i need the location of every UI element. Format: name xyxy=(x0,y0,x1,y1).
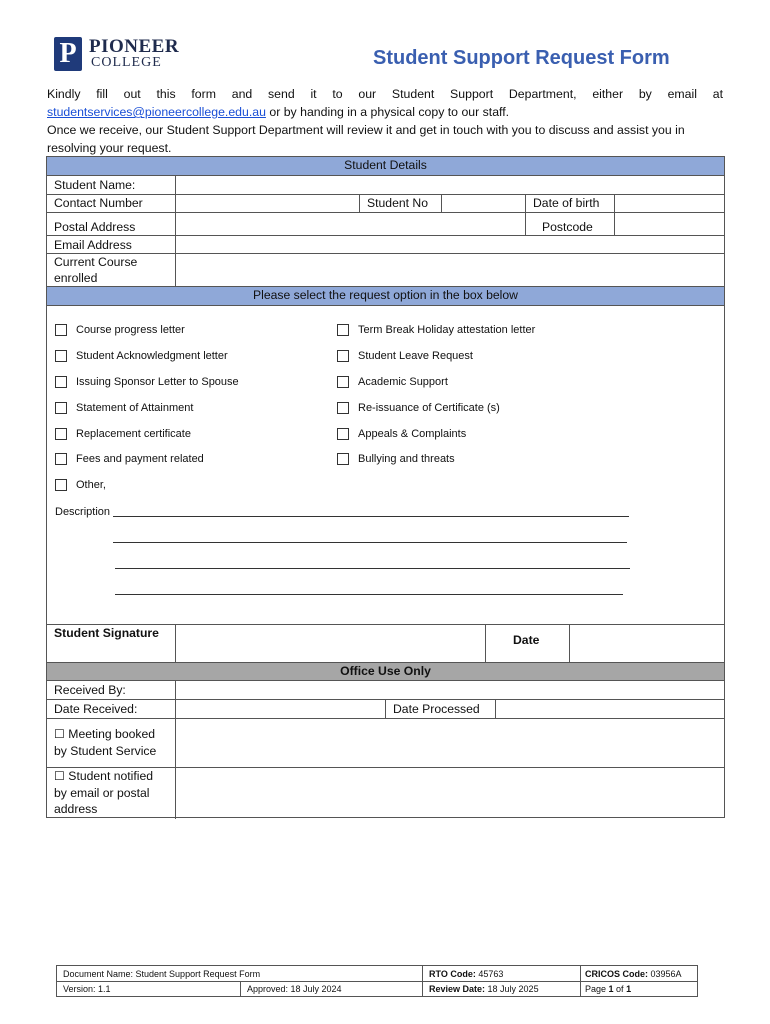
option-sponsor-letter[interactable] xyxy=(55,376,239,388)
option-label: Course progress letter xyxy=(76,324,185,336)
request-options-header: Please select the request option in the box below xyxy=(47,286,724,306)
footer-version: Version: 1.1 xyxy=(63,984,111,994)
option-fees-payment[interactable] xyxy=(55,453,204,465)
dob-label: Date of birth xyxy=(533,196,600,210)
description-line-3[interactable] xyxy=(115,568,630,569)
document-footer xyxy=(56,965,698,997)
signature-date-label: Date xyxy=(513,633,540,647)
intro-line-4: resolving your request. xyxy=(47,141,172,155)
option-replacement-certificate[interactable] xyxy=(55,428,191,440)
current-course-field[interactable] xyxy=(176,254,724,286)
checkbox-icon[interactable] xyxy=(55,479,67,491)
footer-approved: Approved: 18 July 2024 xyxy=(247,984,342,994)
postcode-field[interactable] xyxy=(615,213,724,235)
student-notified-field[interactable] xyxy=(176,768,724,817)
option-label: Issuing Sponsor Letter to Spouse xyxy=(76,376,239,388)
student-name-label: Student Name: xyxy=(54,178,136,192)
email-address-label: Email Address xyxy=(54,238,132,252)
footer-page-number xyxy=(585,984,631,994)
current-course-label-2: enrolled xyxy=(54,271,98,285)
student-name-field[interactable] xyxy=(176,176,724,194)
logo-text-college: COLLEGE xyxy=(91,55,162,70)
option-label: Bullying and threats xyxy=(358,453,455,465)
student-notified-label-2: by email or postal xyxy=(54,786,150,800)
date-received-label: Date Received: xyxy=(54,702,138,716)
student-notified-label-3: address xyxy=(54,802,98,816)
checkbox-icon[interactable] xyxy=(337,402,349,414)
page-total: 1 xyxy=(626,984,632,994)
option-label: Appeals & Complaints xyxy=(358,428,467,440)
description-line-4[interactable] xyxy=(115,594,623,595)
office-use-header: Office Use Only xyxy=(47,662,724,681)
checkbox-icon[interactable] xyxy=(55,428,67,440)
checkbox-icon[interactable] xyxy=(55,376,67,388)
description-label xyxy=(55,506,110,518)
description-line-2[interactable] xyxy=(113,542,627,543)
email-address-field[interactable] xyxy=(176,236,724,253)
option-other[interactable] xyxy=(55,479,106,491)
option-label: Re-issuance of Certificate (s) xyxy=(358,402,500,414)
student-no-label: Student No xyxy=(367,196,428,210)
rto-value: 45763 xyxy=(475,969,504,979)
description-line-1[interactable] xyxy=(113,516,629,517)
intro-line-2 xyxy=(47,103,723,121)
postal-address-label: Postal Address xyxy=(54,220,136,234)
meeting-booked-field[interactable] xyxy=(176,719,724,767)
intro-line-2-text: or by handing in a physical copy to our staff. xyxy=(265,105,510,119)
page-of: of xyxy=(613,984,627,994)
contact-number-label: Contact Number xyxy=(54,196,143,210)
meeting-booked-label-2: by Student Service xyxy=(54,744,157,758)
checkbox-icon[interactable] xyxy=(337,376,349,388)
email-link[interactable]: studentservices@pioneercollege.edu.au xyxy=(47,105,266,119)
footer-cricos xyxy=(585,969,682,979)
option-label: Student Acknowledgment letter xyxy=(76,350,228,362)
option-label: Replacement certificate xyxy=(76,428,191,440)
meeting-booked-label-1[interactable]: ☐ Meeting booked xyxy=(54,727,156,741)
date-processed-label: Date Processed xyxy=(393,702,480,716)
option-student-acknowledgment[interactable] xyxy=(55,350,228,362)
date-processed-field[interactable] xyxy=(496,700,724,718)
received-by-label: Received By: xyxy=(54,683,126,697)
option-course-progress[interactable] xyxy=(55,324,185,336)
checkbox-icon[interactable] xyxy=(55,350,67,362)
checkbox-icon[interactable] xyxy=(337,350,349,362)
footer-rto xyxy=(429,969,503,979)
received-by-field[interactable] xyxy=(176,682,724,699)
logo-text-pioneer: PIONEER xyxy=(89,36,180,57)
option-label: Other, xyxy=(76,479,106,491)
postcode-label: Postcode xyxy=(542,220,593,234)
option-label: Academic Support xyxy=(358,376,448,388)
option-label: Term Break Holiday attestation letter xyxy=(358,324,536,336)
checkbox-icon[interactable] xyxy=(337,453,349,465)
option-term-break[interactable] xyxy=(337,324,535,336)
postal-address-field[interactable] xyxy=(176,213,525,235)
student-details-header: Student Details xyxy=(47,157,724,176)
option-bullying-threats[interactable] xyxy=(337,453,455,465)
option-student-leave[interactable] xyxy=(337,350,473,362)
option-statement-attainment[interactable] xyxy=(55,402,193,414)
student-notified-label-1[interactable]: ☐ Student notified xyxy=(54,769,154,783)
logo-mark: P xyxy=(54,37,82,71)
page-num: 1 xyxy=(608,984,614,994)
option-label: Student Leave Request xyxy=(358,350,473,362)
footer-review-date xyxy=(429,984,539,994)
checkbox-icon[interactable] xyxy=(55,453,67,465)
checkbox-icon[interactable] xyxy=(55,402,67,414)
page-prefix: Page xyxy=(585,984,609,994)
student-no-field[interactable] xyxy=(442,195,525,212)
date-received-field[interactable] xyxy=(176,700,385,718)
review-label: Review Date: xyxy=(429,984,486,994)
contact-number-field[interactable] xyxy=(176,195,359,212)
intro-line-1: Kindly fill out this form and send it to our Student Support Department, either by email at xyxy=(47,87,723,101)
checkbox-icon[interactable] xyxy=(55,324,67,336)
option-label: Fees and payment related xyxy=(76,453,204,465)
page-title: Student Support Request Form xyxy=(373,47,670,69)
option-label: Statement of Attainment xyxy=(76,402,194,414)
option-appeals-complaints[interactable] xyxy=(337,428,466,440)
checkbox-icon[interactable] xyxy=(337,324,349,336)
student-signature-field[interactable] xyxy=(176,625,485,662)
signature-date-field[interactable] xyxy=(570,625,724,662)
current-course-label-1: Current Course xyxy=(54,255,138,269)
cricos-value: 03956A xyxy=(648,969,682,979)
intro-line-3: Once we receive, our Student Support Department will review it and get in touch with you to discuss and assist you in xyxy=(47,123,685,137)
form-table xyxy=(46,156,725,818)
option-academic-support[interactable] xyxy=(337,376,448,388)
intro-text xyxy=(47,85,723,157)
checkbox-icon[interactable] xyxy=(337,428,349,440)
dob-field[interactable] xyxy=(615,195,724,212)
option-reissuance-certificate[interactable] xyxy=(337,402,500,414)
cricos-label: CRICOS Code: xyxy=(585,969,648,979)
footer-document-name: Document Name: Student Support Request Form xyxy=(63,969,261,979)
student-signature-label: Student Signature xyxy=(54,626,159,640)
rto-label: RTO Code: xyxy=(429,969,476,979)
review-value: 18 July 2025 xyxy=(485,984,539,994)
description-text: Description xyxy=(55,506,111,518)
